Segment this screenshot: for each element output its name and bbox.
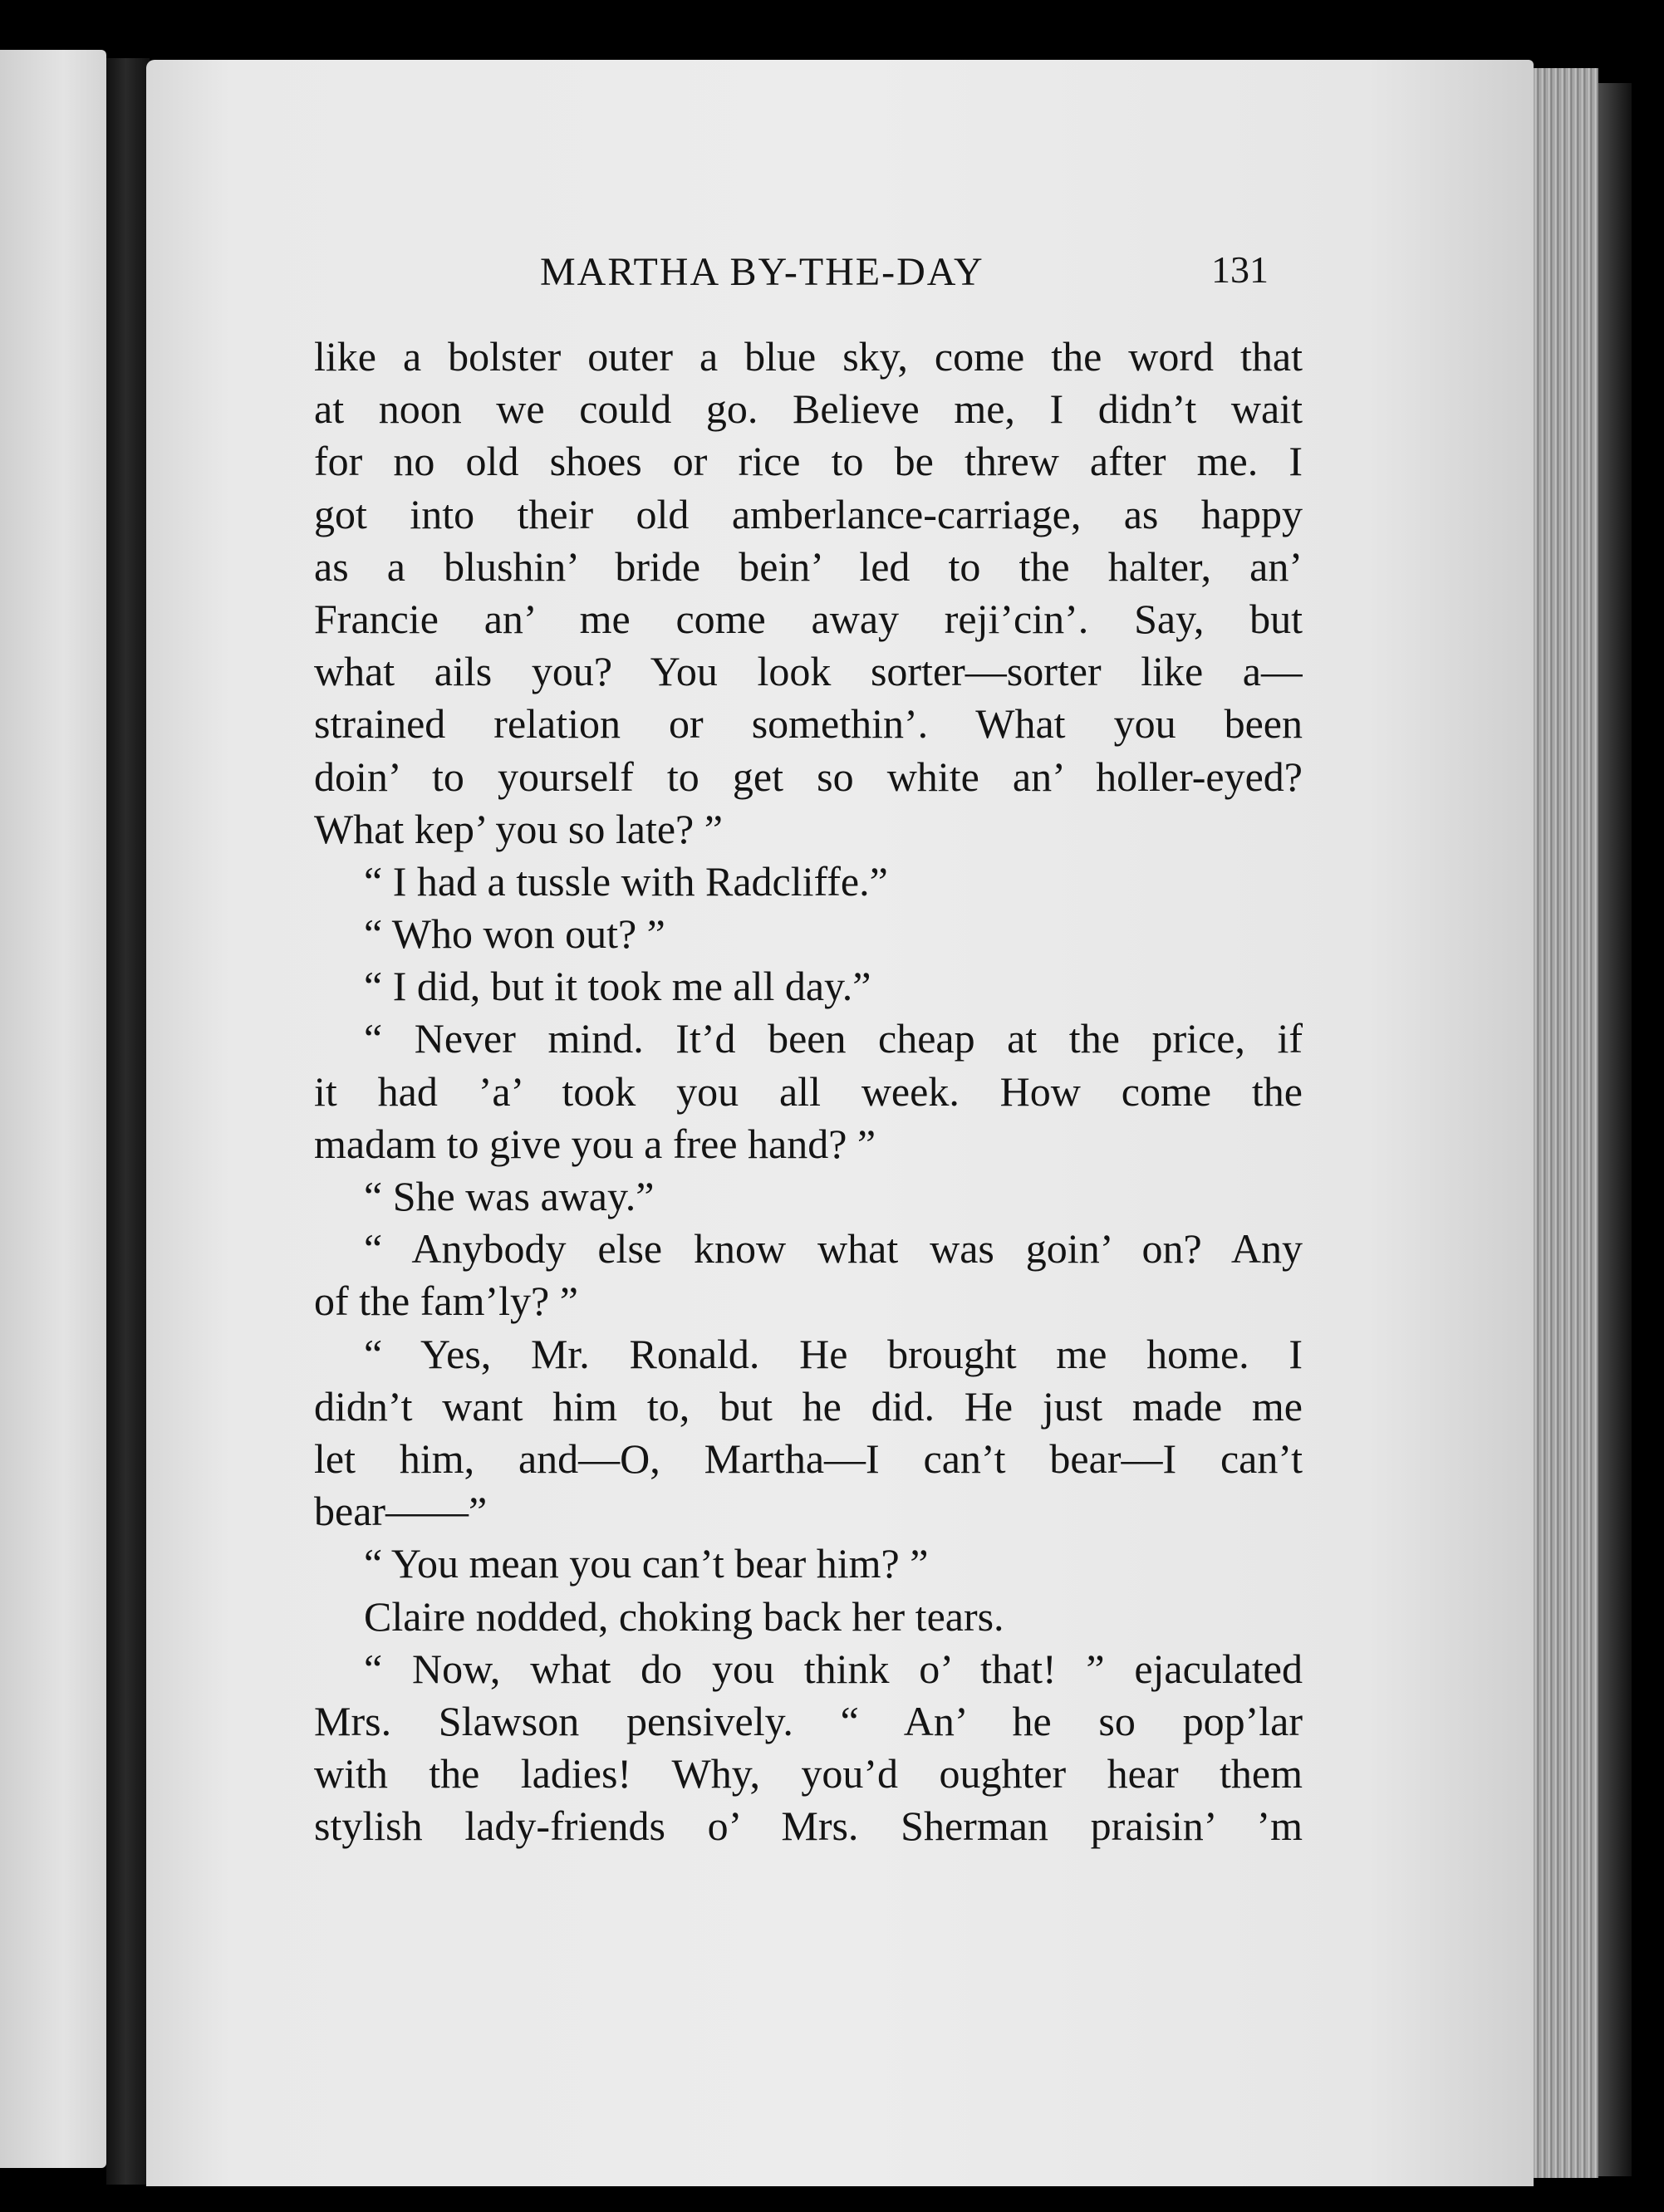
text-line: “ I did, but it took me all day.” [364,963,871,1010]
text-line: with the ladies! Why, you’d oughter hear them [314,1750,1303,1798]
text-line: like a bolster outer a blue sky, come the word that [314,333,1303,380]
text-line: as a blushin’ bride bein’ led to the halter, an’ [314,542,1303,590]
text-line: of the fam’ly? ” [314,1278,578,1325]
text-line: “ She was away.” [364,1173,655,1219]
text-line: Claire nodded, choking back her tears. [364,1592,1004,1640]
running-title: MARTHA BY-THE-DAY [540,250,984,294]
text-line: got into their old amberlance-carriage, as happy [314,490,1303,537]
text-line: “ Never mind. It’d been cheap at the price, if [364,1015,1303,1062]
text-line: for no old shoes or rice to be threw after me. I [314,438,1303,485]
previous-page-edge [0,50,106,2168]
text-line: “ Anybody else know what was goin’ on? Any [364,1225,1303,1273]
text-line: Mrs. Slawson pensively. “ An’ he so pop’lar [314,1697,1303,1744]
page-number: 131 [1211,248,1269,291]
text-line: at noon we could go. Believe me, I didn’t wait [314,385,1303,433]
text-line: “ Yes, Mr. Ronald. He brought me home. I [364,1330,1303,1377]
text-line: doin’ to yourself to get so white an’ holler-eyed? [314,753,1303,800]
page-stack-edge [1534,68,1598,2178]
text-line: it had ’a’ took you all week. How come the [314,1067,1303,1115]
text-line: What kep’ you so late? ” [314,805,723,852]
text-line: “ I had a tussle with Radcliffe.” [364,857,888,905]
text-line: Francie an’ me come away reji’cin’. Say, but [314,595,1303,642]
body-text [314,331,1303,1852]
text-line: “ Who won out? ” [364,910,665,958]
text-line: stylish lady-friends o’ Mrs. Sherman praisin’ ’m [314,1802,1303,1850]
text-line: bear——” [314,1488,488,1535]
cover-edge [1598,83,1632,2176]
text-line: “ Now, what do you think o’ that! ” ejaculated [364,1645,1303,1692]
text-line: let him, and—O, Martha—I can’t bear—I can’t [314,1435,1303,1482]
text-line: didn’t want him to, but he did. He just made me [314,1382,1303,1430]
text-line: what ails you? You look sorter—sorter like a— [314,648,1303,695]
text-line: madam to give you a free hand? ” [314,1120,876,1167]
text-line: “ You mean you can’t bear him? ” [364,1540,929,1587]
book-gutter [106,58,150,2185]
text-line: strained relation or somethin’. What you been [314,700,1303,748]
